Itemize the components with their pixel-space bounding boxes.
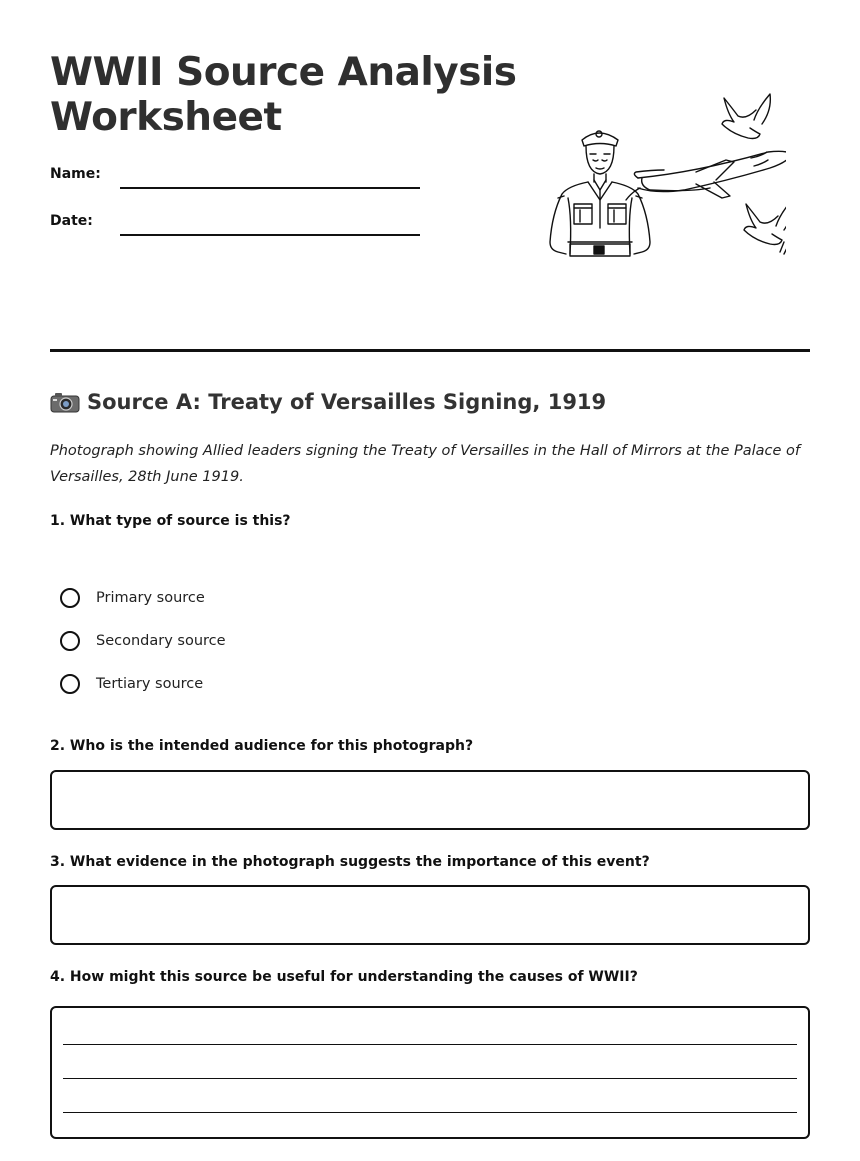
question-1: 1. What type of source is this? [50, 513, 291, 529]
writing-line [63, 1112, 797, 1113]
option-label: Tertiary source [96, 675, 204, 692]
option-label: Secondary source [96, 632, 226, 649]
camera-icon [50, 391, 80, 413]
name-label: Name: [50, 166, 101, 182]
section-divider [50, 349, 810, 352]
answer-box-2[interactable] [50, 770, 810, 830]
option-label: Primary source [96, 589, 205, 606]
wwii-illustration [546, 92, 786, 268]
question-3: 3. What evidence in the photograph suggests the importance of this event? [50, 854, 650, 870]
source-type-options [60, 576, 226, 705]
radio-primary[interactable] [60, 588, 80, 608]
source-description: Photograph showing Allied leaders signing the Treaty of Versailles in the Hall of Mirrors at the Palace of Versailles, 28th June 1919. [50, 443, 801, 485]
page-title [50, 50, 517, 140]
title-line-2: Worksheet [50, 95, 282, 140]
date-label: Date: [50, 213, 93, 229]
date-field [50, 213, 420, 243]
option-primary[interactable] [60, 576, 226, 619]
writing-line [63, 1078, 797, 1079]
name-field [50, 166, 420, 196]
answer-box-3[interactable] [50, 885, 810, 945]
option-tertiary[interactable] [60, 662, 226, 705]
airplane-illustration [626, 151, 786, 200]
soldier-illustration [550, 131, 650, 256]
date-input-line[interactable] [120, 234, 420, 236]
answer-box-4[interactable] [50, 1006, 810, 1139]
question-4: 4. How might this source be useful for understanding the causes of WWII? [50, 969, 638, 985]
title-line-1: WWII Source Analysis [50, 50, 517, 95]
writing-line [63, 1044, 797, 1045]
radio-tertiary[interactable] [60, 674, 80, 694]
option-secondary[interactable] [60, 619, 226, 662]
radio-secondary[interactable] [60, 631, 80, 651]
section-title [50, 390, 606, 414]
name-input-line[interactable] [120, 187, 420, 189]
question-2: 2. Who is the intended audience for this photograph? [50, 738, 474, 754]
section-title-text: Source A: Treaty of Versailles Signing, 1919 [87, 390, 607, 414]
